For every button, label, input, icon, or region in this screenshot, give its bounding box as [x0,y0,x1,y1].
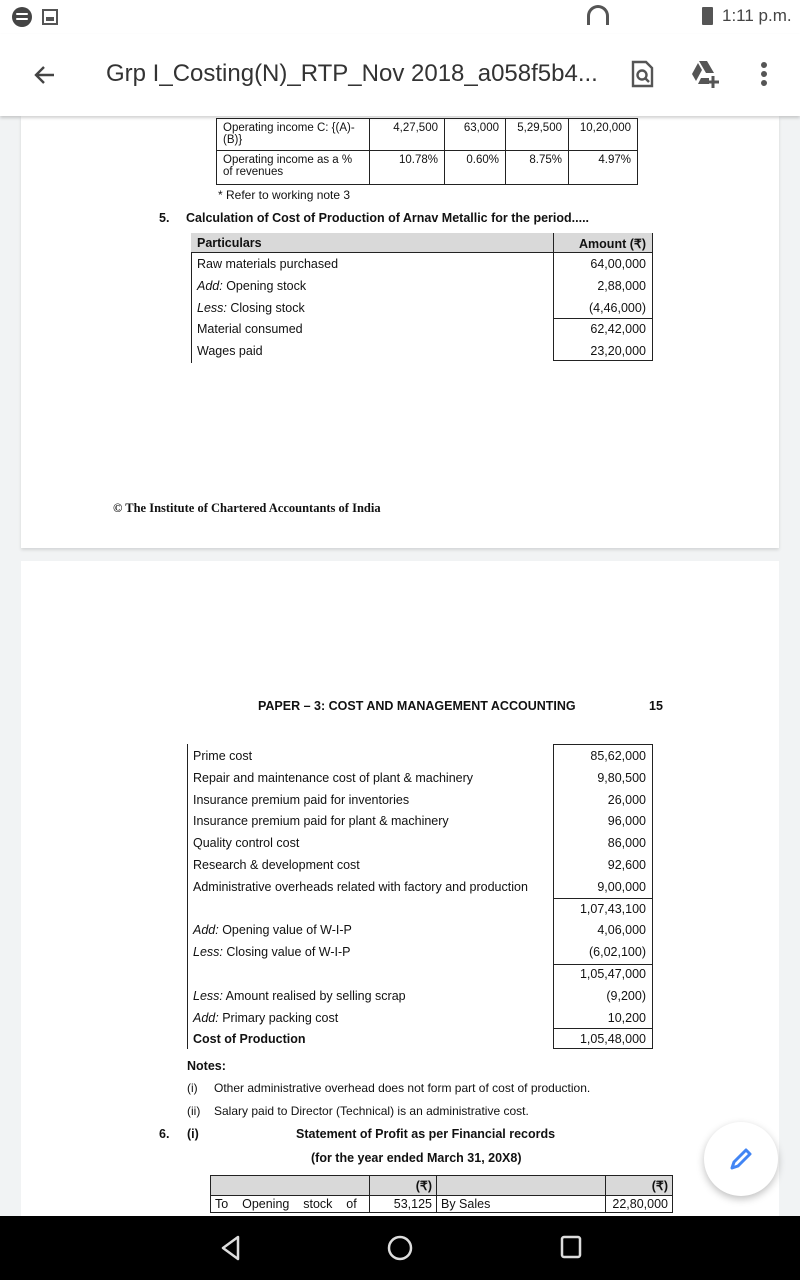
battery-icon [702,7,713,25]
row-label [197,344,263,358]
headset-icon [587,5,609,25]
back-arrow-icon[interactable] [30,60,60,90]
table-header-row: (₹) (₹) [211,1176,673,1196]
row-label [197,257,338,271]
note-text: Salary paid to Director (Technical) is an administrative cost. [214,1104,529,1118]
row-prefix: Add: [193,923,219,938]
row-label [197,301,305,315]
row-text: Administrative overheads related with factory and production [193,879,528,894]
row-amount: 2,88,000 [597,278,646,293]
more-vert-icon[interactable] [748,58,780,90]
row-amount: 10,200 [607,1010,646,1025]
row-amount: (4,46,000) [589,300,646,315]
cost-table-part2 [187,744,652,1049]
row-text: Wages paid [197,344,263,359]
cost-table-part1 [191,233,652,363]
row-amount: 1,07,43,100 [579,901,646,916]
page-number: 15 [649,699,663,713]
operating-income-table [216,118,638,185]
row-label [193,858,360,872]
row-label [193,771,473,785]
row-text: Repair and maintenance cost of plant & machinery [193,770,474,785]
row-amount: 23,20,000 [590,344,646,359]
row-label [197,279,306,293]
status-time: 1:11 p.m. [722,6,792,25]
running-head: PAPER – 3: COST AND MANAGEMENT ACCOUNTING [258,699,576,713]
row-label [193,989,406,1003]
table-row: Operating income as a % of revenues 10.78% 0.60% 8.75% 4.97% [217,151,638,185]
row-prefix: Less: [193,988,223,1003]
table-row: Operating income C: {(A)- (B)} 4,27,500 63,000 5,29,500 10,20,000 [217,119,638,151]
row-text: Opening stock [222,278,307,293]
spotify-icon [12,7,32,27]
row-amount: 86,000 [607,836,646,851]
row-label [193,880,528,894]
row-label [193,1032,306,1046]
add-to-drive-icon[interactable] [688,58,720,90]
row-text: Amount realised by selling scrap [222,988,406,1003]
row-text: Quality control cost [193,836,300,851]
statement-subtitle: (for the year ended March 31, 20X8) [311,1151,522,1165]
row-text: Research & development cost [193,858,360,872]
edit-pencil-icon [727,1145,755,1173]
section-number: 6. [159,1127,170,1141]
find-in-page-icon[interactable] [626,58,658,90]
note-text: Other administrative overhead does not form part of cost of production. [214,1081,591,1095]
row-text: Cost of Production [193,1032,306,1047]
row-label [193,814,449,828]
row-text: Raw materials purchased [197,257,339,271]
row-text: Insurance premium paid for inventories [193,792,410,807]
row-label [193,923,352,937]
document-title: Grp I_Costing(N)_RTP_Nov 2018_a058f5b4... [106,60,598,87]
row-amount: 4,06,000 [597,923,646,938]
note-num: (i) [187,1081,198,1095]
row-amount: 9,00,000 [597,879,646,894]
navigation-bar [0,1216,800,1280]
row-label [193,749,252,763]
profit-statement-table [210,1175,673,1213]
row-amount: 62,42,000 [590,322,646,337]
image-icon [42,9,58,25]
section-number: 5. [159,211,170,225]
row-label [193,793,409,807]
row-amount: 85,62,000 [590,749,646,763]
row-amount: 64,00,000 [590,257,646,271]
header-amount: Amount (₹) [579,237,646,251]
page-footer: © The Institute of Chartered Accountants of India [113,501,381,515]
section-sub: (i) [187,1127,199,1141]
row-text: Material consumed [197,322,303,337]
edit-fab-button[interactable] [704,1122,778,1196]
pdf-page-14 [21,116,779,548]
row-amount: 96,000 [607,814,646,829]
row-prefix: Add: [193,1010,219,1025]
section-title: Calculation of Cost of Production of Arnav Metallic for the period..... [186,211,590,225]
pdf-page-15 [21,561,779,1221]
row-text: Prime cost [193,749,253,763]
note-num: (ii) [187,1104,201,1118]
statement-title: Statement of Profit as per Financial records [296,1127,556,1141]
notes-title: Notes: [187,1059,226,1073]
status-bar [0,0,800,34]
row-label [197,322,303,336]
table-row: To Opening stock of 53,125 By Sales 22,80,000 [211,1196,673,1213]
row-text: Closing value of W-I-P [222,945,351,960]
row-amount: (9,200) [606,988,646,1003]
header-particulars: Particulars [197,236,262,250]
nav-home-icon[interactable] [386,1234,414,1267]
nav-recents-icon[interactable] [560,1234,584,1265]
row-text: Opening value of W-I-P [218,923,352,938]
row-text: Closing stock [226,300,305,315]
row-prefix: Add: [197,278,223,293]
row-text: Insurance premium paid for plant & machinery [193,814,449,829]
row-amount: 1,05,47,000 [579,967,646,981]
nav-back-icon[interactable] [218,1234,244,1267]
row-amount: 26,000 [607,792,646,807]
app-bar [0,34,800,116]
row-amount: 92,600 [607,858,646,872]
row-prefix: Less: [193,945,223,960]
row-amount: 1,05,48,000 [579,1032,646,1047]
row-prefix: Less: [197,300,227,315]
row-label [193,945,351,959]
footnote: * Refer to working note 3 [218,188,351,202]
row-label [193,836,299,850]
row-amount: (6,02,100) [589,945,646,960]
row-amount: 9,80,500 [597,770,646,785]
row-text: Primary packing cost [218,1010,339,1025]
row-label [193,1011,338,1025]
